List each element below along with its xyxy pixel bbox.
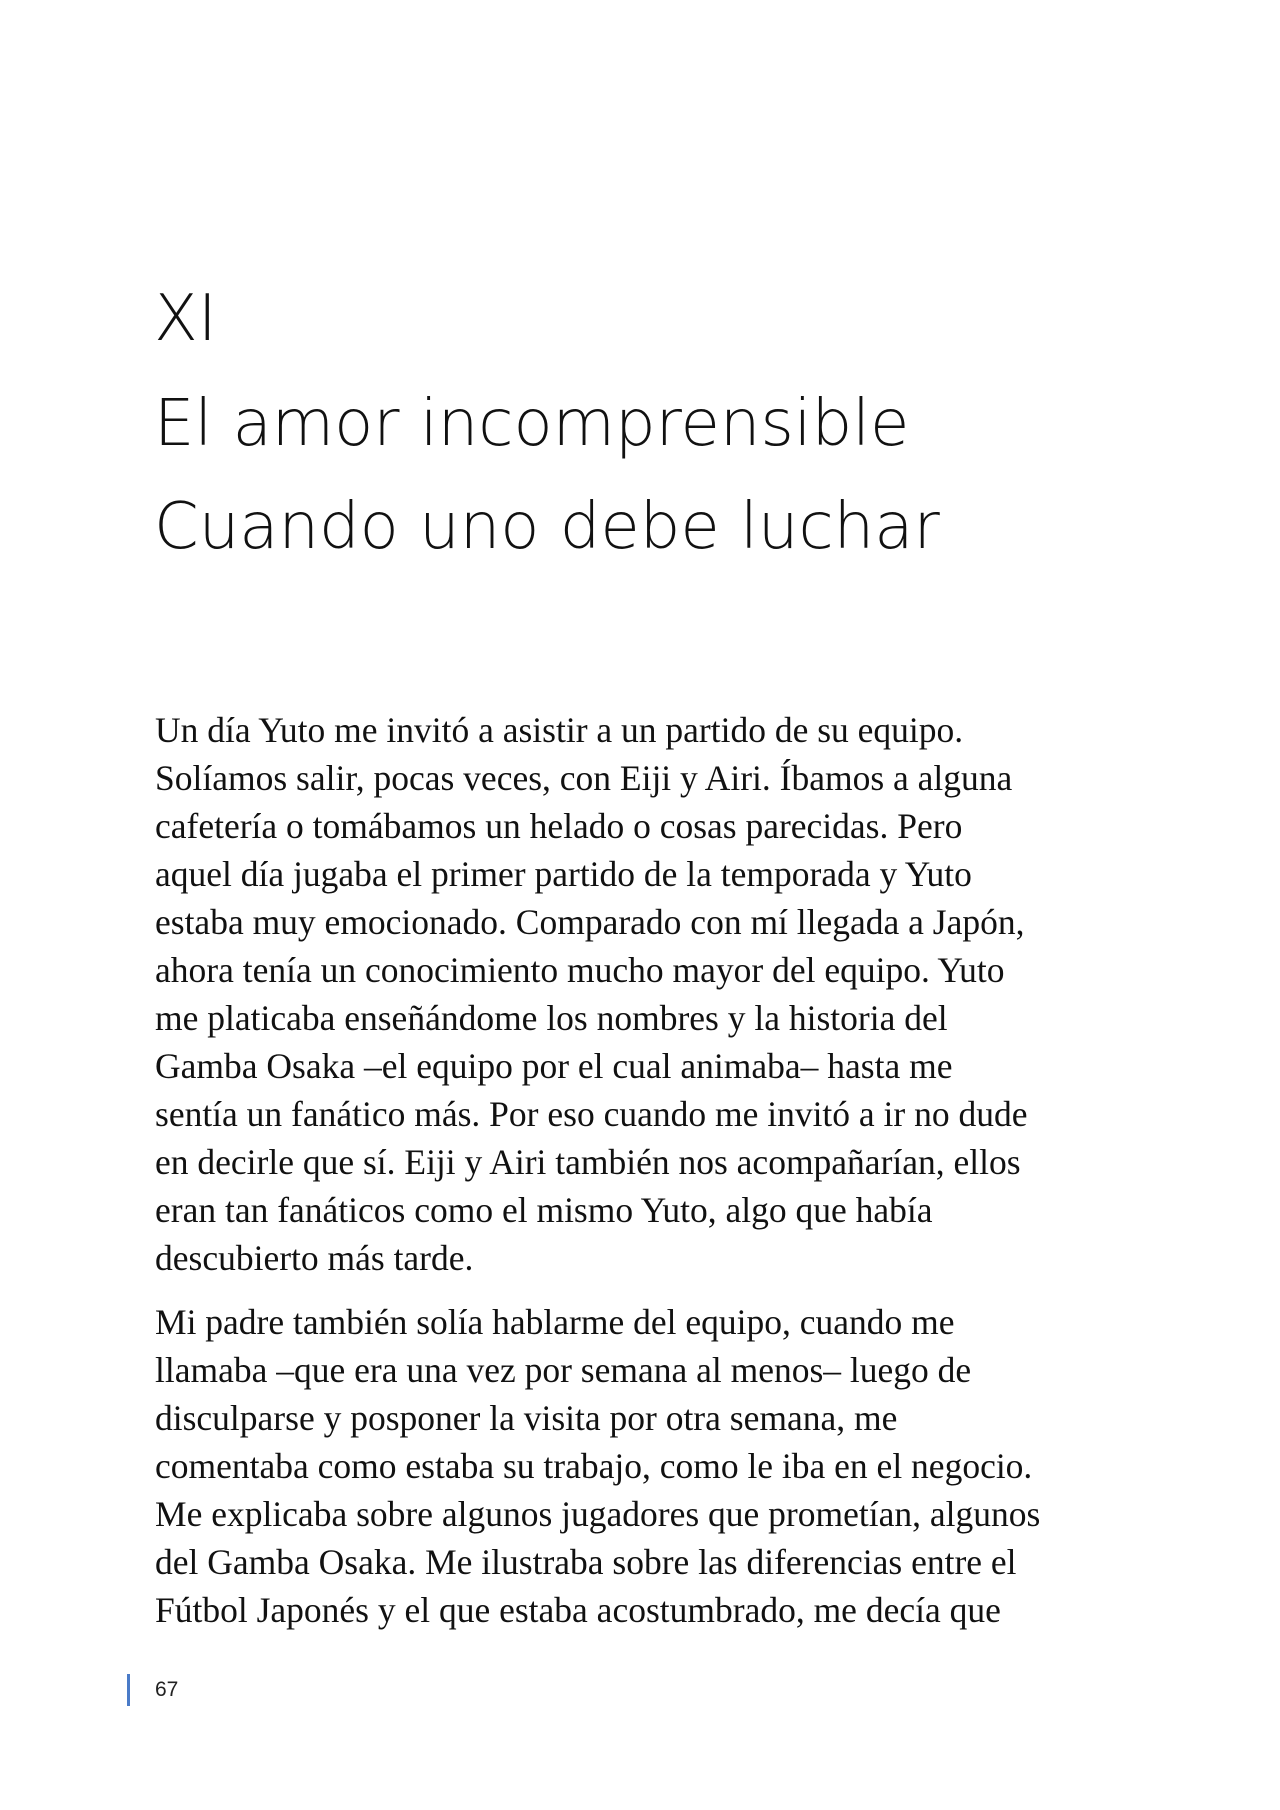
- paragraph: [155, 1298, 1135, 1634]
- page-number: 67: [155, 1678, 179, 1701]
- paragraph-line: eran tan fanáticos como el mismo Yuto, algo que había: [155, 1190, 933, 1230]
- paragraph-line: descubierto más tarde.: [155, 1238, 474, 1278]
- page-footer: [127, 1672, 178, 1708]
- paragraph-line: estaba muy emocionado. Comparado con mí llegada a Japón,: [155, 902, 1025, 942]
- paragraph-line: cafetería o tomábamos un helado o cosas parecidas. Pero: [155, 806, 963, 846]
- paragraph-line: aquel día jugaba el primer partido de la temporada y Yuto: [155, 854, 972, 894]
- footer-rule: [127, 1674, 130, 1706]
- chapter-heading: [154, 268, 940, 579]
- paragraph-line: Me explicaba sobre algunos jugadores que prometían, algunos: [155, 1494, 1041, 1534]
- paragraph-line: Un día Yuto me invitó a asistir a un partido de su equipo.: [155, 710, 964, 750]
- paragraph-line: Fútbol Japonés y el que estaba acostumbrado, me decía que: [155, 1590, 1001, 1630]
- paragraph-line: sentía un fanático más. Por eso cuando me invitó a ir no dude: [155, 1094, 1028, 1134]
- chapter-title-line-1: El amor incomprensible: [154, 387, 910, 461]
- chapter-numeral: XI: [154, 282, 217, 356]
- paragraph-line: comentaba como estaba su trabajo, como le iba en el negocio.: [155, 1446, 1033, 1486]
- paragraph-line: disculparse y posponer la visita por otra semana, me: [155, 1398, 898, 1438]
- paragraph-line: ahora tenía un conocimiento mucho mayor del equipo. Yuto: [155, 950, 1005, 990]
- body-text: [155, 706, 1135, 1650]
- paragraph-line: Gamba Osaka –el equipo por el cual animaba– hasta me: [155, 1046, 953, 1086]
- paragraph-line: Mi padre también solía hablarme del equipo, cuando me: [155, 1302, 955, 1342]
- paragraph: [155, 706, 1135, 1282]
- paragraph-line: llamaba –que era una vez por semana al menos– luego de: [155, 1350, 972, 1390]
- chapter-title-line-2: Cuando uno debe luchar: [154, 490, 940, 564]
- paragraph-line: en decirle que sí. Eiji y Airi también nos acompañarían, ellos: [155, 1142, 1021, 1182]
- paragraph-line: me platicaba enseñándome los nombres y la historia del: [155, 998, 948, 1038]
- paragraph-line: Solíamos salir, pocas veces, con Eiji y Airi. Íbamos a alguna: [155, 758, 1013, 798]
- paragraph-line: del Gamba Osaka. Me ilustraba sobre las diferencias entre el: [155, 1542, 1017, 1582]
